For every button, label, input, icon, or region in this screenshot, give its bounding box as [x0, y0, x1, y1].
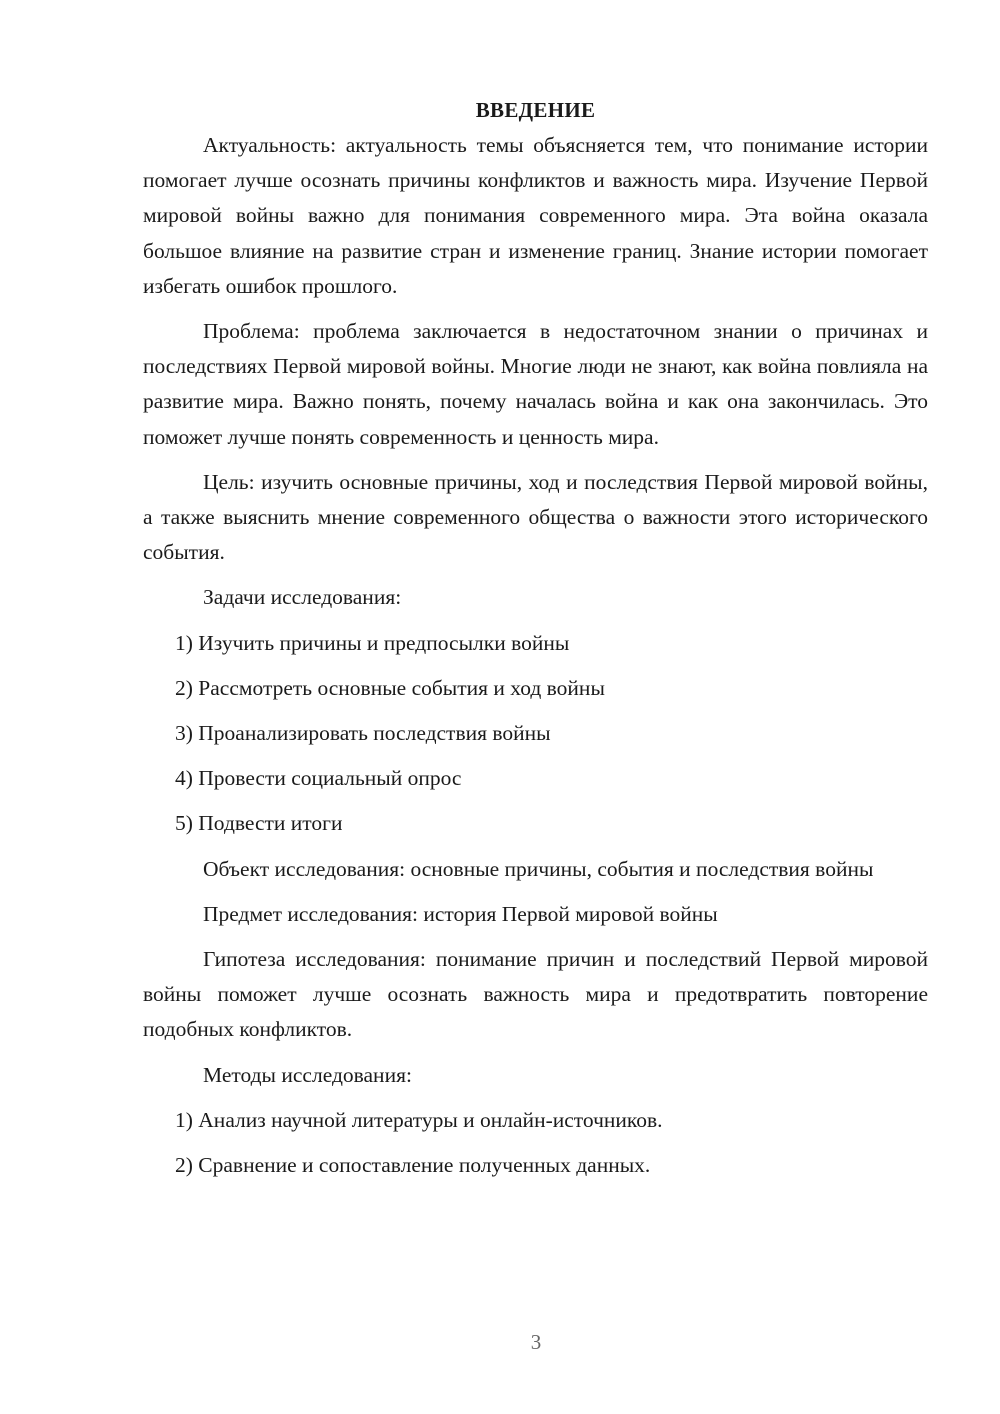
page-number: 3	[530, 1330, 542, 1354]
task-item: 3) Проанализировать последствия войны	[175, 721, 551, 746]
task-item: 5) Подвести итоги	[175, 811, 343, 836]
section-title: ВВЕДЕНИЕ	[475, 98, 596, 122]
task-item: 2) Рассмотреть основные события и ход войны	[175, 675, 605, 700]
goal-paragraph: Цель: изучить основные причины, ход и последствия Первой мировой войны, а также выяснить мнение современного общества о важности этого исторического события.	[143, 469, 928, 565]
hypothesis-paragraph: Гипотеза исследования: понимание причин и последствий Первой мировой войны поможет лучше осознать важность мира и предотвратить повторение подобных конфликтов.	[143, 947, 928, 1042]
methods-heading: Методы исследования:	[203, 1062, 412, 1087]
subject-paragraph: Предмет исследования: история Первой мировой войны	[203, 901, 718, 926]
method-item: 1) Анализ научной литературы и онлайн-источников.	[175, 1107, 663, 1132]
document-page	[143, 94, 928, 1193]
task-item: 4) Провести социальный опрос	[175, 766, 462, 791]
relevance-paragraph: Актуальность: актуальность темы объясняется тем, что понимание истории помогает лучше осознать причины конфликтов и важность мира. Изучение Первой мировой войны важно для понимания современного мира. Эта война оказала большое влияние на развитие стран и изменение границ. Знание истории помогает избегать ошибок прошлого.	[143, 133, 928, 298]
object-paragraph: Объект исследования: основные причины, события и последствия войны	[203, 856, 874, 881]
problem-paragraph: Проблема: проблема заключается в недостаточном знании о причинах и последствиях Первой мировой войны. Многие люди не знают, как война повлияла на развитие мира. Важно понять, почему началась война и как она закончилась. Это поможет лучше понять современность и ценность мира.	[143, 319, 928, 449]
task-item: 1) Изучить причины и предпосылки войны	[175, 630, 570, 655]
method-item: 2) Сравнение и сопоставление полученных данных.	[175, 1153, 651, 1178]
tasks-heading: Задачи исследования:	[203, 585, 402, 610]
